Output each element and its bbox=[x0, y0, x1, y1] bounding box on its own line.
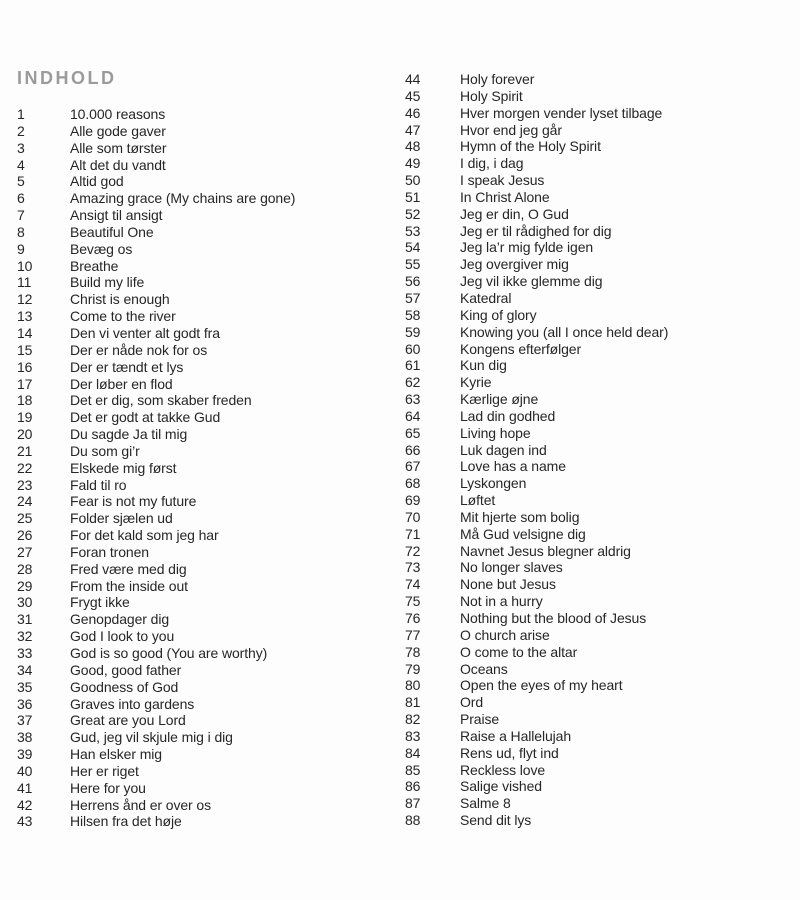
song-number: 88 bbox=[405, 812, 421, 829]
song-number: 45 bbox=[405, 87, 421, 104]
toc-row bbox=[405, 593, 795, 610]
song-number: 84 bbox=[405, 744, 421, 761]
song-title: Here for you bbox=[70, 779, 146, 796]
song-title: None but Jesus bbox=[460, 576, 556, 593]
song-title: Goodness of God bbox=[70, 678, 179, 695]
toc-row bbox=[17, 493, 407, 510]
song-title: Breathe bbox=[70, 257, 119, 274]
song-number: 56 bbox=[405, 273, 421, 290]
toc-row bbox=[17, 628, 407, 645]
song-number: 55 bbox=[405, 256, 421, 273]
toc-row bbox=[405, 543, 795, 560]
song-title: Rens ud, flyt ind bbox=[460, 744, 559, 761]
toc-row bbox=[17, 662, 407, 679]
toc-row bbox=[405, 357, 795, 374]
song-number: 9 bbox=[17, 240, 25, 257]
song-title: Send dit lys bbox=[460, 812, 532, 829]
song-title: O come to the altar bbox=[460, 643, 578, 660]
song-title: Folder sjælen ud bbox=[70, 510, 173, 527]
toc-row bbox=[17, 190, 407, 207]
song-number: 1 bbox=[17, 106, 25, 122]
toc-row bbox=[17, 241, 407, 258]
song-number: 65 bbox=[405, 424, 421, 441]
toc-row bbox=[405, 795, 795, 812]
page-title: INDHOLD bbox=[17, 68, 117, 88]
toc-row bbox=[405, 778, 795, 795]
song-title: Salme 8 bbox=[460, 795, 511, 812]
song-title: Hilsen fra det høje bbox=[70, 813, 182, 830]
toc-row bbox=[405, 627, 795, 644]
song-number: 46 bbox=[405, 104, 421, 121]
toc-row bbox=[405, 576, 795, 593]
toc-row bbox=[405, 492, 795, 509]
toc-row bbox=[405, 644, 795, 661]
toc-row bbox=[405, 189, 795, 206]
song-title: Hymn of the Holy Spirit bbox=[460, 138, 601, 155]
song-number: 19 bbox=[17, 409, 33, 426]
toc-row bbox=[17, 797, 407, 814]
song-title: Beautiful One bbox=[70, 223, 154, 240]
song-number: 58 bbox=[405, 306, 421, 323]
song-title: Må Gud velsigne dig bbox=[460, 525, 586, 542]
song-title: Det er godt at takke Gud bbox=[70, 409, 221, 426]
toc-column-left bbox=[17, 106, 407, 830]
song-number: 42 bbox=[17, 796, 33, 813]
song-title: Jeg vil ikke glemme dig bbox=[460, 273, 603, 290]
song-number: 21 bbox=[17, 442, 33, 459]
song-title: Det er dig, som skaber freden bbox=[70, 392, 252, 409]
toc-row bbox=[405, 374, 795, 391]
song-number: 76 bbox=[405, 610, 421, 626]
song-title: 10.000 reasons bbox=[70, 106, 166, 122]
toc-row bbox=[17, 140, 407, 157]
song-title: Holy Spirit bbox=[460, 87, 523, 104]
toc-row bbox=[405, 762, 795, 779]
song-number: 62 bbox=[405, 374, 421, 391]
song-number: 4 bbox=[17, 156, 25, 173]
song-title: Frygt ikke bbox=[70, 594, 130, 611]
song-title: Jeg overgiver mig bbox=[460, 256, 569, 273]
toc-row bbox=[17, 258, 407, 275]
song-title: Genopdager dig bbox=[70, 611, 170, 628]
toc-row bbox=[17, 510, 407, 527]
song-title: Praise bbox=[460, 711, 500, 728]
song-title: Kun dig bbox=[460, 357, 507, 374]
song-title: Raise a Hallelujah bbox=[460, 727, 572, 744]
song-number: 11 bbox=[17, 274, 32, 291]
toc-row bbox=[405, 155, 795, 172]
song-title: Elskede mig først bbox=[70, 459, 177, 476]
song-title: Fred være med dig bbox=[70, 560, 187, 577]
song-number: 74 bbox=[405, 576, 421, 593]
toc-row bbox=[405, 408, 795, 425]
toc-row bbox=[17, 763, 407, 780]
song-title: Luk dagen ind bbox=[460, 441, 547, 458]
song-number: 86 bbox=[405, 778, 421, 795]
song-title: Lad din godhed bbox=[460, 407, 556, 424]
song-number: 81 bbox=[405, 694, 421, 711]
song-title: Love has a name bbox=[460, 458, 566, 475]
song-title: Fear is not my future bbox=[70, 493, 197, 510]
song-number: 80 bbox=[405, 677, 421, 694]
song-title: King of glory bbox=[460, 306, 537, 323]
song-title: Hvor end jeg går bbox=[460, 121, 562, 138]
song-number: 87 bbox=[405, 795, 421, 812]
toc-row bbox=[17, 106, 407, 123]
song-number: 52 bbox=[405, 205, 421, 222]
song-number: 79 bbox=[405, 660, 421, 677]
toc-row bbox=[17, 578, 407, 595]
song-number: 22 bbox=[17, 459, 33, 476]
song-title: Alt det du vandt bbox=[70, 156, 166, 173]
toc-row bbox=[17, 123, 407, 140]
song-title: Not in a hurry bbox=[460, 593, 543, 610]
toc-row bbox=[17, 544, 407, 561]
song-number: 23 bbox=[17, 476, 33, 493]
song-title: Hver morgen vender lyset tilbage bbox=[460, 104, 663, 121]
song-title: Amazing grace (My chains are gone) bbox=[70, 190, 296, 207]
toc-row bbox=[405, 610, 795, 627]
song-title: Jeg la’r mig fylde igen bbox=[460, 239, 594, 256]
song-title: Jeg er din, O Gud bbox=[460, 205, 569, 222]
song-number: 33 bbox=[17, 645, 33, 661]
song-number: 39 bbox=[17, 746, 33, 763]
song-number: 31 bbox=[17, 611, 33, 628]
song-title: Knowing you (all I once held dear) bbox=[460, 323, 669, 340]
toc-row bbox=[405, 694, 795, 711]
toc-row bbox=[405, 559, 795, 576]
song-number: 26 bbox=[17, 527, 33, 544]
song-number: 44 bbox=[405, 71, 421, 87]
toc-row bbox=[405, 138, 795, 155]
song-number: 17 bbox=[17, 375, 33, 392]
toc-row bbox=[405, 475, 795, 492]
song-number: 8 bbox=[17, 223, 25, 240]
song-title: Der er nåde nok for os bbox=[70, 341, 208, 358]
song-number: 67 bbox=[405, 458, 421, 475]
song-title: Ord bbox=[460, 694, 484, 711]
song-number: 14 bbox=[17, 324, 33, 341]
song-number: 38 bbox=[17, 729, 33, 746]
toc-row bbox=[405, 324, 795, 341]
song-title: Gud, jeg vil skjule mig i dig bbox=[70, 729, 233, 746]
song-number: 59 bbox=[405, 323, 421, 340]
toc-row bbox=[405, 728, 795, 745]
song-number: 82 bbox=[405, 711, 421, 728]
song-number: 48 bbox=[405, 138, 421, 155]
toc-row bbox=[17, 696, 407, 713]
toc-row bbox=[17, 409, 407, 426]
song-title: Build my life bbox=[70, 274, 145, 291]
song-number: 12 bbox=[17, 291, 33, 308]
song-title: Bevæg os bbox=[70, 240, 133, 257]
song-title: Løftet bbox=[460, 492, 496, 509]
song-title: Jeg er til rådighed for dig bbox=[460, 222, 612, 239]
toc-row bbox=[405, 425, 795, 442]
toc-row bbox=[405, 206, 795, 223]
song-title: Her er riget bbox=[70, 762, 139, 779]
toc-row bbox=[17, 746, 407, 763]
song-number: 64 bbox=[405, 407, 421, 424]
song-title: Han elsker mig bbox=[70, 746, 162, 763]
toc-row bbox=[17, 224, 407, 241]
toc-row bbox=[405, 273, 795, 290]
song-number: 18 bbox=[17, 392, 33, 409]
toc-row bbox=[17, 173, 407, 190]
toc-row bbox=[405, 122, 795, 139]
toc-row bbox=[17, 561, 407, 578]
toc-row bbox=[405, 745, 795, 762]
song-number: 41 bbox=[17, 779, 33, 796]
song-number: 35 bbox=[17, 678, 33, 695]
song-number: 63 bbox=[405, 391, 421, 408]
toc-row bbox=[405, 105, 795, 122]
toc-row bbox=[405, 711, 795, 728]
toc-row bbox=[17, 712, 407, 729]
song-title: Kærlige øjne bbox=[460, 391, 539, 408]
toc-row bbox=[17, 325, 407, 342]
song-number: 68 bbox=[405, 475, 421, 492]
song-number: 34 bbox=[17, 661, 33, 678]
song-number: 6 bbox=[17, 190, 25, 207]
song-title: I speak Jesus bbox=[460, 172, 545, 189]
song-title: O church arise bbox=[460, 626, 550, 643]
song-title: In Christ Alone bbox=[460, 188, 550, 205]
toc-row bbox=[17, 443, 407, 460]
song-title: Alle som tørster bbox=[70, 139, 167, 156]
toc-row bbox=[17, 359, 407, 376]
song-number: 73 bbox=[405, 559, 421, 576]
toc-row bbox=[405, 812, 795, 829]
toc-row bbox=[405, 391, 795, 408]
toc-row bbox=[17, 207, 407, 224]
song-title: God is so good (You are worthy) bbox=[70, 645, 268, 661]
toc-row bbox=[17, 645, 407, 662]
song-number: 54 bbox=[405, 239, 421, 256]
toc-row bbox=[405, 239, 795, 256]
toc-row bbox=[17, 477, 407, 494]
song-number: 13 bbox=[17, 308, 33, 325]
song-title: God I look to you bbox=[70, 628, 175, 645]
song-title: Herrens ånd er over os bbox=[70, 796, 211, 813]
song-title: Kyrie bbox=[460, 374, 492, 391]
toc-row bbox=[17, 460, 407, 477]
song-title: Der er tændt et lys bbox=[70, 358, 184, 375]
song-number: 40 bbox=[17, 762, 33, 779]
toc-column-right bbox=[405, 71, 795, 829]
song-number: 50 bbox=[405, 172, 421, 189]
song-number: 53 bbox=[405, 222, 421, 239]
song-title: Navnet Jesus blegner aldrig bbox=[460, 542, 631, 559]
toc-row bbox=[405, 307, 795, 324]
toc-row bbox=[405, 71, 795, 88]
song-title: Katedral bbox=[460, 289, 512, 306]
song-number: 24 bbox=[17, 493, 33, 510]
toc-row bbox=[17, 342, 407, 359]
song-title: Nothing but the blood of Jesus bbox=[460, 610, 647, 626]
toc-row bbox=[405, 341, 795, 358]
song-title: Oceans bbox=[460, 660, 508, 677]
toc-row bbox=[17, 729, 407, 746]
song-number: 28 bbox=[17, 560, 33, 577]
song-title: I dig, i dag bbox=[460, 155, 524, 172]
song-number: 75 bbox=[405, 593, 421, 610]
toc-row bbox=[17, 594, 407, 611]
song-title: Graves into gardens bbox=[70, 695, 195, 712]
toc-row bbox=[17, 291, 407, 308]
song-title: No longer slaves bbox=[460, 559, 563, 576]
song-number: 61 bbox=[405, 357, 421, 374]
song-title: From the inside out bbox=[70, 577, 188, 594]
song-number: 70 bbox=[405, 508, 421, 525]
song-title: Du som gi’r bbox=[70, 442, 140, 459]
song-number: 83 bbox=[405, 727, 421, 744]
toc-row bbox=[17, 527, 407, 544]
song-number: 57 bbox=[405, 289, 421, 306]
toc-row bbox=[405, 661, 795, 678]
song-title: Open the eyes of my heart bbox=[460, 677, 623, 694]
song-title: Good, good father bbox=[70, 661, 182, 678]
song-number: 20 bbox=[17, 426, 33, 443]
song-number: 43 bbox=[17, 813, 33, 830]
song-number: 29 bbox=[17, 577, 33, 594]
toc-row bbox=[17, 274, 407, 291]
song-title: For det kald som jeg har bbox=[70, 527, 219, 544]
song-title: Kongens efterfølger bbox=[460, 340, 582, 357]
song-number: 7 bbox=[17, 207, 25, 224]
toc-row bbox=[17, 157, 407, 174]
song-number: 72 bbox=[405, 542, 421, 559]
song-title: Alle gode gaver bbox=[70, 122, 166, 139]
song-number: 10 bbox=[17, 257, 33, 274]
toc-row bbox=[17, 611, 407, 628]
song-title: Den vi venter alt godt fra bbox=[70, 324, 220, 341]
song-number: 66 bbox=[405, 441, 421, 458]
song-number: 77 bbox=[405, 626, 421, 643]
song-title: Du sagde Ja til mig bbox=[70, 426, 188, 443]
song-title: Holy forever bbox=[460, 71, 535, 87]
toc-row bbox=[17, 813, 407, 830]
toc-row bbox=[405, 88, 795, 105]
song-title: Come to the river bbox=[70, 308, 176, 325]
song-number: 16 bbox=[17, 358, 33, 375]
song-number: 51 bbox=[405, 188, 421, 205]
song-title: Ansigt til ansigt bbox=[70, 207, 163, 224]
song-number: 36 bbox=[17, 695, 33, 712]
song-number: 3 bbox=[17, 139, 25, 156]
song-number: 49 bbox=[405, 155, 421, 172]
song-number: 37 bbox=[17, 712, 33, 729]
song-number: 47 bbox=[405, 121, 421, 138]
toc-row bbox=[405, 172, 795, 189]
song-title: Fald til ro bbox=[70, 476, 127, 493]
song-number: 71 bbox=[405, 525, 421, 542]
toc-row bbox=[405, 509, 795, 526]
song-title: Foran tronen bbox=[70, 543, 149, 560]
toc-row bbox=[17, 308, 407, 325]
song-number: 69 bbox=[405, 492, 421, 509]
toc-row bbox=[405, 677, 795, 694]
toc-row bbox=[17, 679, 407, 696]
song-number: 15 bbox=[17, 341, 33, 358]
toc-row bbox=[405, 458, 795, 475]
toc-row bbox=[405, 526, 795, 543]
song-title: Great are you Lord bbox=[70, 712, 186, 729]
song-title: Der løber en flod bbox=[70, 375, 173, 392]
song-title: Living hope bbox=[460, 424, 531, 441]
toc-row bbox=[17, 376, 407, 393]
song-number: 60 bbox=[405, 340, 421, 357]
toc-row bbox=[405, 256, 795, 273]
song-title: Mit hjerte som bolig bbox=[460, 508, 580, 525]
song-title: Christ is enough bbox=[70, 291, 170, 308]
song-title: Lyskongen bbox=[460, 475, 527, 492]
song-number: 25 bbox=[17, 510, 33, 527]
song-number: 78 bbox=[405, 643, 421, 660]
song-number: 2 bbox=[17, 122, 25, 139]
toc-row bbox=[405, 442, 795, 459]
song-number: 85 bbox=[405, 761, 421, 778]
toc-row bbox=[17, 780, 407, 797]
song-number: 5 bbox=[17, 173, 25, 190]
toc-row bbox=[405, 290, 795, 307]
toc-row bbox=[405, 223, 795, 240]
song-number: 27 bbox=[17, 543, 33, 560]
song-number: 30 bbox=[17, 594, 33, 611]
toc-row bbox=[17, 426, 407, 443]
song-title: Altid god bbox=[70, 173, 124, 190]
song-title: Salige vished bbox=[460, 778, 542, 795]
toc-row bbox=[17, 392, 407, 409]
song-title: Reckless love bbox=[460, 761, 546, 778]
song-number: 32 bbox=[17, 628, 33, 645]
